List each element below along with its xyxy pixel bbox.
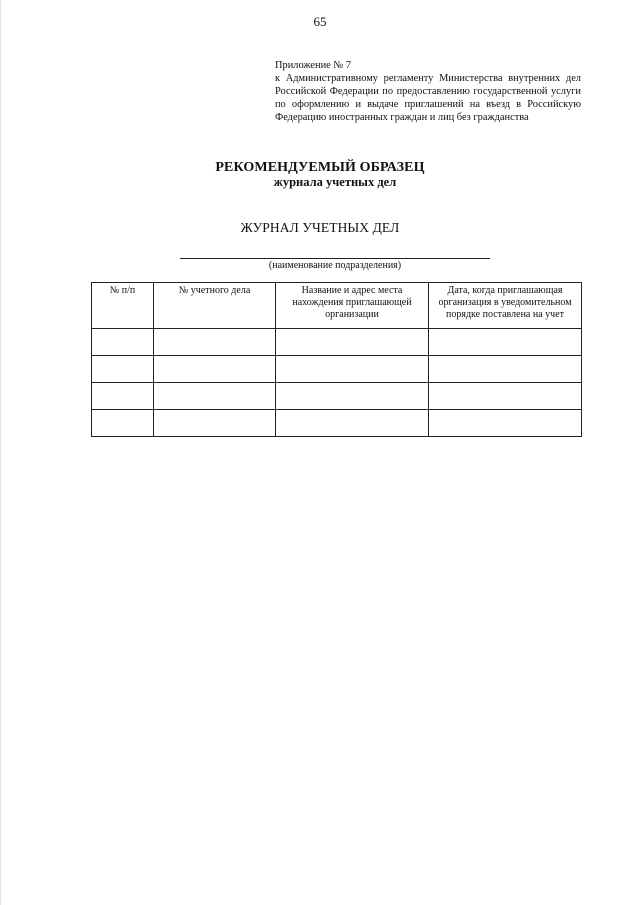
table-cell [276, 383, 429, 410]
column-header-registration-date: Дата, когда приглашающая организация в уведомительном порядке поставлена на учет [429, 283, 582, 329]
table-cell [429, 329, 582, 356]
table-cell [92, 356, 154, 383]
table-cell [154, 356, 276, 383]
table-cell [154, 329, 276, 356]
document-heading [0, 160, 640, 190]
table-row [92, 410, 582, 437]
table-cell [154, 383, 276, 410]
table-cell [276, 329, 429, 356]
journal-table [91, 282, 582, 437]
table-cell [92, 329, 154, 356]
table-row [92, 356, 582, 383]
scan-edge [0, 0, 1, 905]
column-header-number: № п/п [92, 283, 154, 329]
table-header-row [92, 283, 582, 329]
heading-sub: журнала учетных дел [273, 175, 397, 189]
table-cell [276, 410, 429, 437]
column-header-organization: Название и адрес места нахождения приглашающей организации [276, 283, 429, 329]
table-cell [92, 383, 154, 410]
journal-title: ЖУРНАЛ УЧЕТНЫХ ДЕЛ [240, 220, 400, 235]
appendix-block [275, 59, 581, 124]
table-cell [429, 410, 582, 437]
table-cell [154, 410, 276, 437]
table-cell [429, 383, 582, 410]
table-cell [276, 356, 429, 383]
department-caption: (наименование подразделения) [268, 260, 402, 271]
appendix-title: Приложение № 7 [275, 60, 352, 71]
appendix-body: к Административному регламенту Министерства внутренних дел Российской Федерации по предоставлению государственной услуги по оформлению и выдаче приглашений на въезд в Российскую Федерацию иностранных граждан и лиц без гражданства [275, 73, 581, 123]
heading-main: РЕКОМЕНДУЕМЫЙ ОБРАЗЕЦ [215, 160, 425, 175]
page-number: 65 [313, 14, 327, 29]
table-row [92, 329, 582, 356]
table-cell [92, 410, 154, 437]
column-header-case-number: № учетного дела [154, 283, 276, 329]
department-name-line [180, 258, 490, 259]
table-cell [429, 356, 582, 383]
table-row [92, 383, 582, 410]
